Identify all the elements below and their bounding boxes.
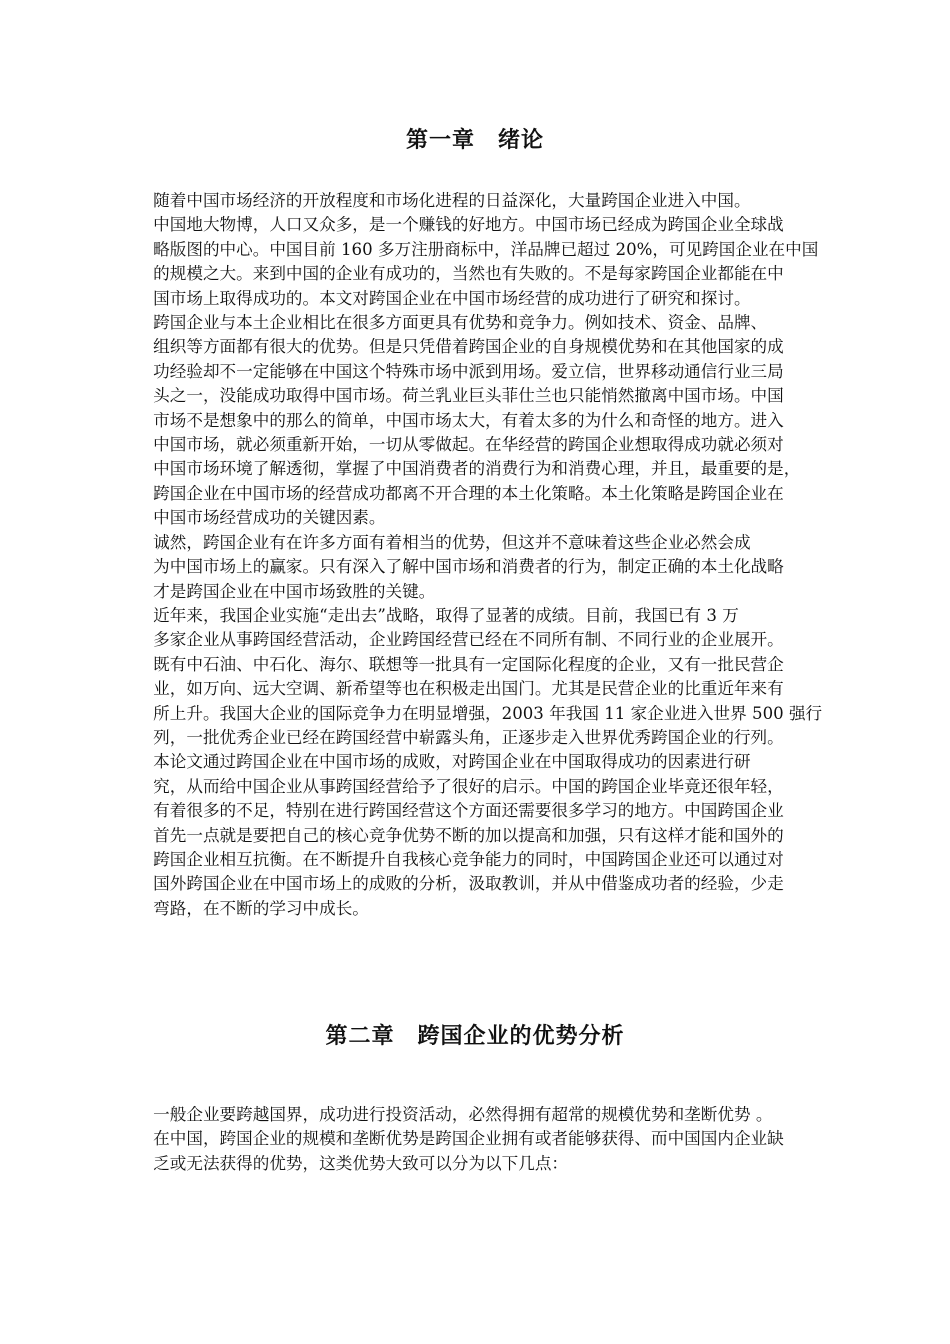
text-line: 中国市场，就必须重新开始，一切从零做起。在华经营的跨国企业想取得成功就必须对 bbox=[153, 435, 784, 455]
text-line: 业，如万向、远大空调、新希望等也在积极走出国门。尤其是民营企业的比重近年来有 bbox=[153, 679, 784, 699]
text-line: 中国地大物博，人口又众多，是一个赚钱的好地方。中国市场已经成为跨国企业全球战 bbox=[153, 215, 784, 235]
paragraph bbox=[115, 604, 860, 750]
text-line: 头之一，没能成功取得中国市场。荷兰乳业巨头菲仕兰也只能悄然撤离中国市场。中国 bbox=[153, 386, 784, 406]
text-line: 近年来，我国企业实施“走出去”战略，取得了显著的成绩。目前，我国已有 3 万 bbox=[153, 605, 739, 625]
chapter-2-title: 第二章 跨国企业的优势分析 bbox=[325, 1024, 625, 1049]
text-line: 究，从而给中国企业从事跨国经营给予了很好的启示。中国的跨国企业毕竟还很年轻， bbox=[153, 776, 784, 796]
text-line: 才是跨国企业在中国市场致胜的关键。 bbox=[153, 581, 436, 601]
text-line: 为中国市场上的赢家。只有深入了解中国市场和消费者的行为，制定正确的本土化战略 bbox=[153, 557, 784, 577]
text-line: 本论文通过跨国企业在中国市场的成败，对跨国企业在中国取得成功的因素进行研 bbox=[153, 752, 751, 772]
text-line: 所上升。我国大企业的国际竞争力在明显增强，2003 年我国 11 家企业进入世界 500 强行 bbox=[153, 703, 823, 723]
paragraph bbox=[115, 531, 860, 604]
text-line: 诚然，跨国企业有在许多方面有着相当的优势，但这并不意味着这些企业必然会成 bbox=[153, 532, 751, 552]
chapter-1-body bbox=[115, 189, 860, 921]
text-line: 随着中国市场经济的开放程度和市场化进程的日益深化，大量跨国企业进入中国。 bbox=[153, 191, 751, 210]
paragraph bbox=[115, 750, 860, 921]
text-line: 跨国企业在中国市场的经营成功都离不开合理的本土化策略。本土化策略是跨国企业在 bbox=[153, 483, 784, 503]
text-line: 在中国，跨国企业的规模和垄断优势是跨国企业拥有或者能够获得、而中国国内企业缺 bbox=[153, 1129, 784, 1149]
chapter-1-title: 第一章 绪论 bbox=[405, 128, 544, 153]
paragraph bbox=[115, 311, 860, 531]
text-line: 列，一批优秀企业已经在跨国经营中崭露头角，正逐步走入世界优秀跨国企业的行列。 bbox=[153, 727, 784, 747]
text-line: 首先一点就是要把自己的核心竞争优势不断的加以提高和加强，只有这样才能和国外的 bbox=[153, 825, 784, 845]
text-line: 弯路，在不断的学习中成长。 bbox=[153, 898, 369, 918]
text-line: 跨国企业相互抗衡。在不断提升自我核心竞争能力的同时，中国跨国企业还可以通过对 bbox=[153, 849, 784, 869]
text-line: 多家企业从事跨国经营活动，企业跨国经营已经在不同所有制、不同行业的企业展开。 bbox=[153, 630, 784, 650]
text-line: 功经验却不一定能够在中国这个特殊市场中派到用场。爱立信，世界移动通信行业三局 bbox=[153, 361, 784, 381]
text-line: 既有中石油、中石化、海尔、联想等一批具有一定国际化程度的企业，又有一批民营企 bbox=[153, 654, 784, 674]
text-line: 有着很多的不足，特别在进行跨国经营这个方面还需要很多学习的地方。中国跨国企业 bbox=[153, 801, 784, 821]
text-line: 国外跨国企业在中国市场上的成败的分析，汲取教训，并从中借鉴成功者的经验，少走 bbox=[153, 874, 784, 894]
text-line: 中国市场环境了解透彻，掌握了中国消费者的消费行为和消费心理，并且，最重要的是， bbox=[153, 459, 801, 479]
paragraph bbox=[115, 1103, 860, 1176]
chapter-2-body bbox=[115, 1103, 860, 1176]
text-line: 中国市场经营成功的关键因素。 bbox=[153, 508, 386, 528]
text-line: 国市场上取得成功的。本文对跨国企业在中国市场经营的成功进行了研究和探讨。 bbox=[153, 288, 751, 308]
text-line: 略版图的中心。中国目前 160 多万注册商标中，洋品牌已超过 20%，可见跨国企业在中国 bbox=[153, 239, 819, 259]
paragraph bbox=[115, 189, 860, 311]
text-line: 一般企业要跨越国界，成功进行投资活动，必然得拥有超常的规模优势和垄断优势 。 bbox=[153, 1105, 773, 1124]
text-line: 跨国企业与本土企业相比在很多方面更具有优势和竞争力。例如技术、资金、品牌、 bbox=[153, 313, 768, 333]
text-line: 组织等方面都有很大的优势。但是只凭借着跨国企业的自身规模优势和在其他国家的成 bbox=[153, 337, 784, 357]
text-line: 市场不是想象中的那么的简单，中国市场太大，有着太多的为什么和奇怪的地方。进入 bbox=[153, 410, 784, 430]
text-line: 乏或无法获得的优势，这类优势大致可以分为以下几点： bbox=[153, 1153, 569, 1173]
text-line: 的规模之大。来到中国的企业有成功的，当然也有失败的。不是每家跨国企业都能在中 bbox=[153, 264, 784, 284]
